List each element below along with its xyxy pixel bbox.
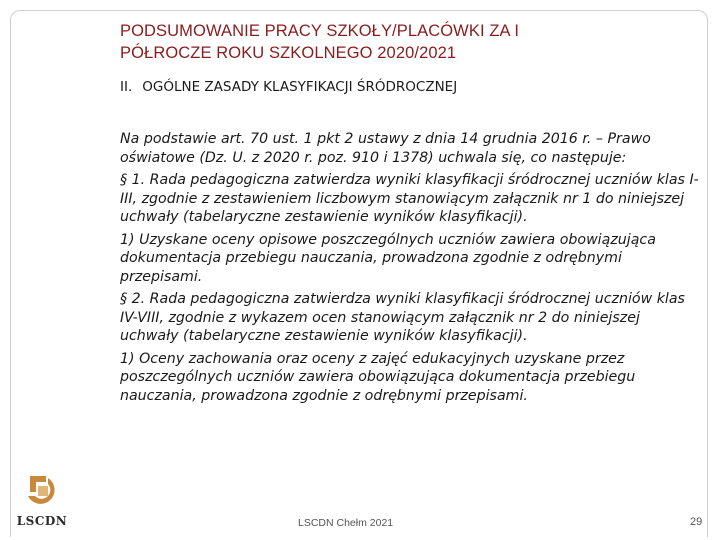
lscdn-logo-text: LSCDN [16,514,68,528]
paragraph-section-2: § 2. Rada pedagogiczna zatwierdza wyniki klasyfikacji śródrocznej uczniów klas IV-VIII, zgodnie z wykazem ocen stanowiącym załącznik nr 2 do niniejszej uchwały (tabelaryczne zestawienie wyników klasyfikacji). [120,291,685,344]
footer-text: LSCDN Chełm 2021 [298,517,394,529]
lscdn-logo [10,470,74,536]
slide-title-line-1: PODSUMOWANIE PRACY SZKOŁY/PLACÓWKI ZA I [120,22,520,40]
paragraph-section-1-point-1: 1) Uzyskane oceny opisowe poszczególnych uczniów zawiera obowiązująca dokumentacja przebiegu nauczania, prowadzona zgodnie z odrębnymi przepisami. [120,231,656,285]
lscdn-logo-mark-icon [10,470,74,514]
section-number: II. [120,79,133,95]
page-number: 29 [690,516,703,528]
slide-title-line-2: PÓŁROCZE ROKU SZKOLNEGO 2020/2021 [120,44,457,62]
paragraph-section-1: § 1. Rada pedagogiczna zatwierdza wyniki klasyfikacji śródrocznej uczniów klas I-III, zgodnie z zestawieniem liczbowym stanowiącym załącznik nr 1 do niniejszej uchwały (tabelaryczne zestawienie wyników klasyfikacji). [120,172,699,225]
section-heading [120,79,457,95]
paragraph-intro: Na podstawie art. 70 ust. 1 pkt 2 ustawy z dnia 14 grudnia 2016 r. – Prawo oświatowe (Dz. U. z 2020 r. poz. 910 i 1378) uchwala się, co następuje: [120,131,651,166]
section-heading-text: OGÓLNE ZASADY KLASYFIKACJI ŚRÓDROCZNEJ [142,79,458,95]
body-text [120,130,700,409]
slide-title [120,20,680,64]
paragraph-section-2-point-1: 1) Oceny zachowania oraz oceny z zajęć edukacyjnych uzyskane przez poszczególnych uczniów zawiera obowiązująca dokumentacja przebiegu nauczania, prowadzona zgodnie z odrębnymi przepisami. [120,350,636,404]
